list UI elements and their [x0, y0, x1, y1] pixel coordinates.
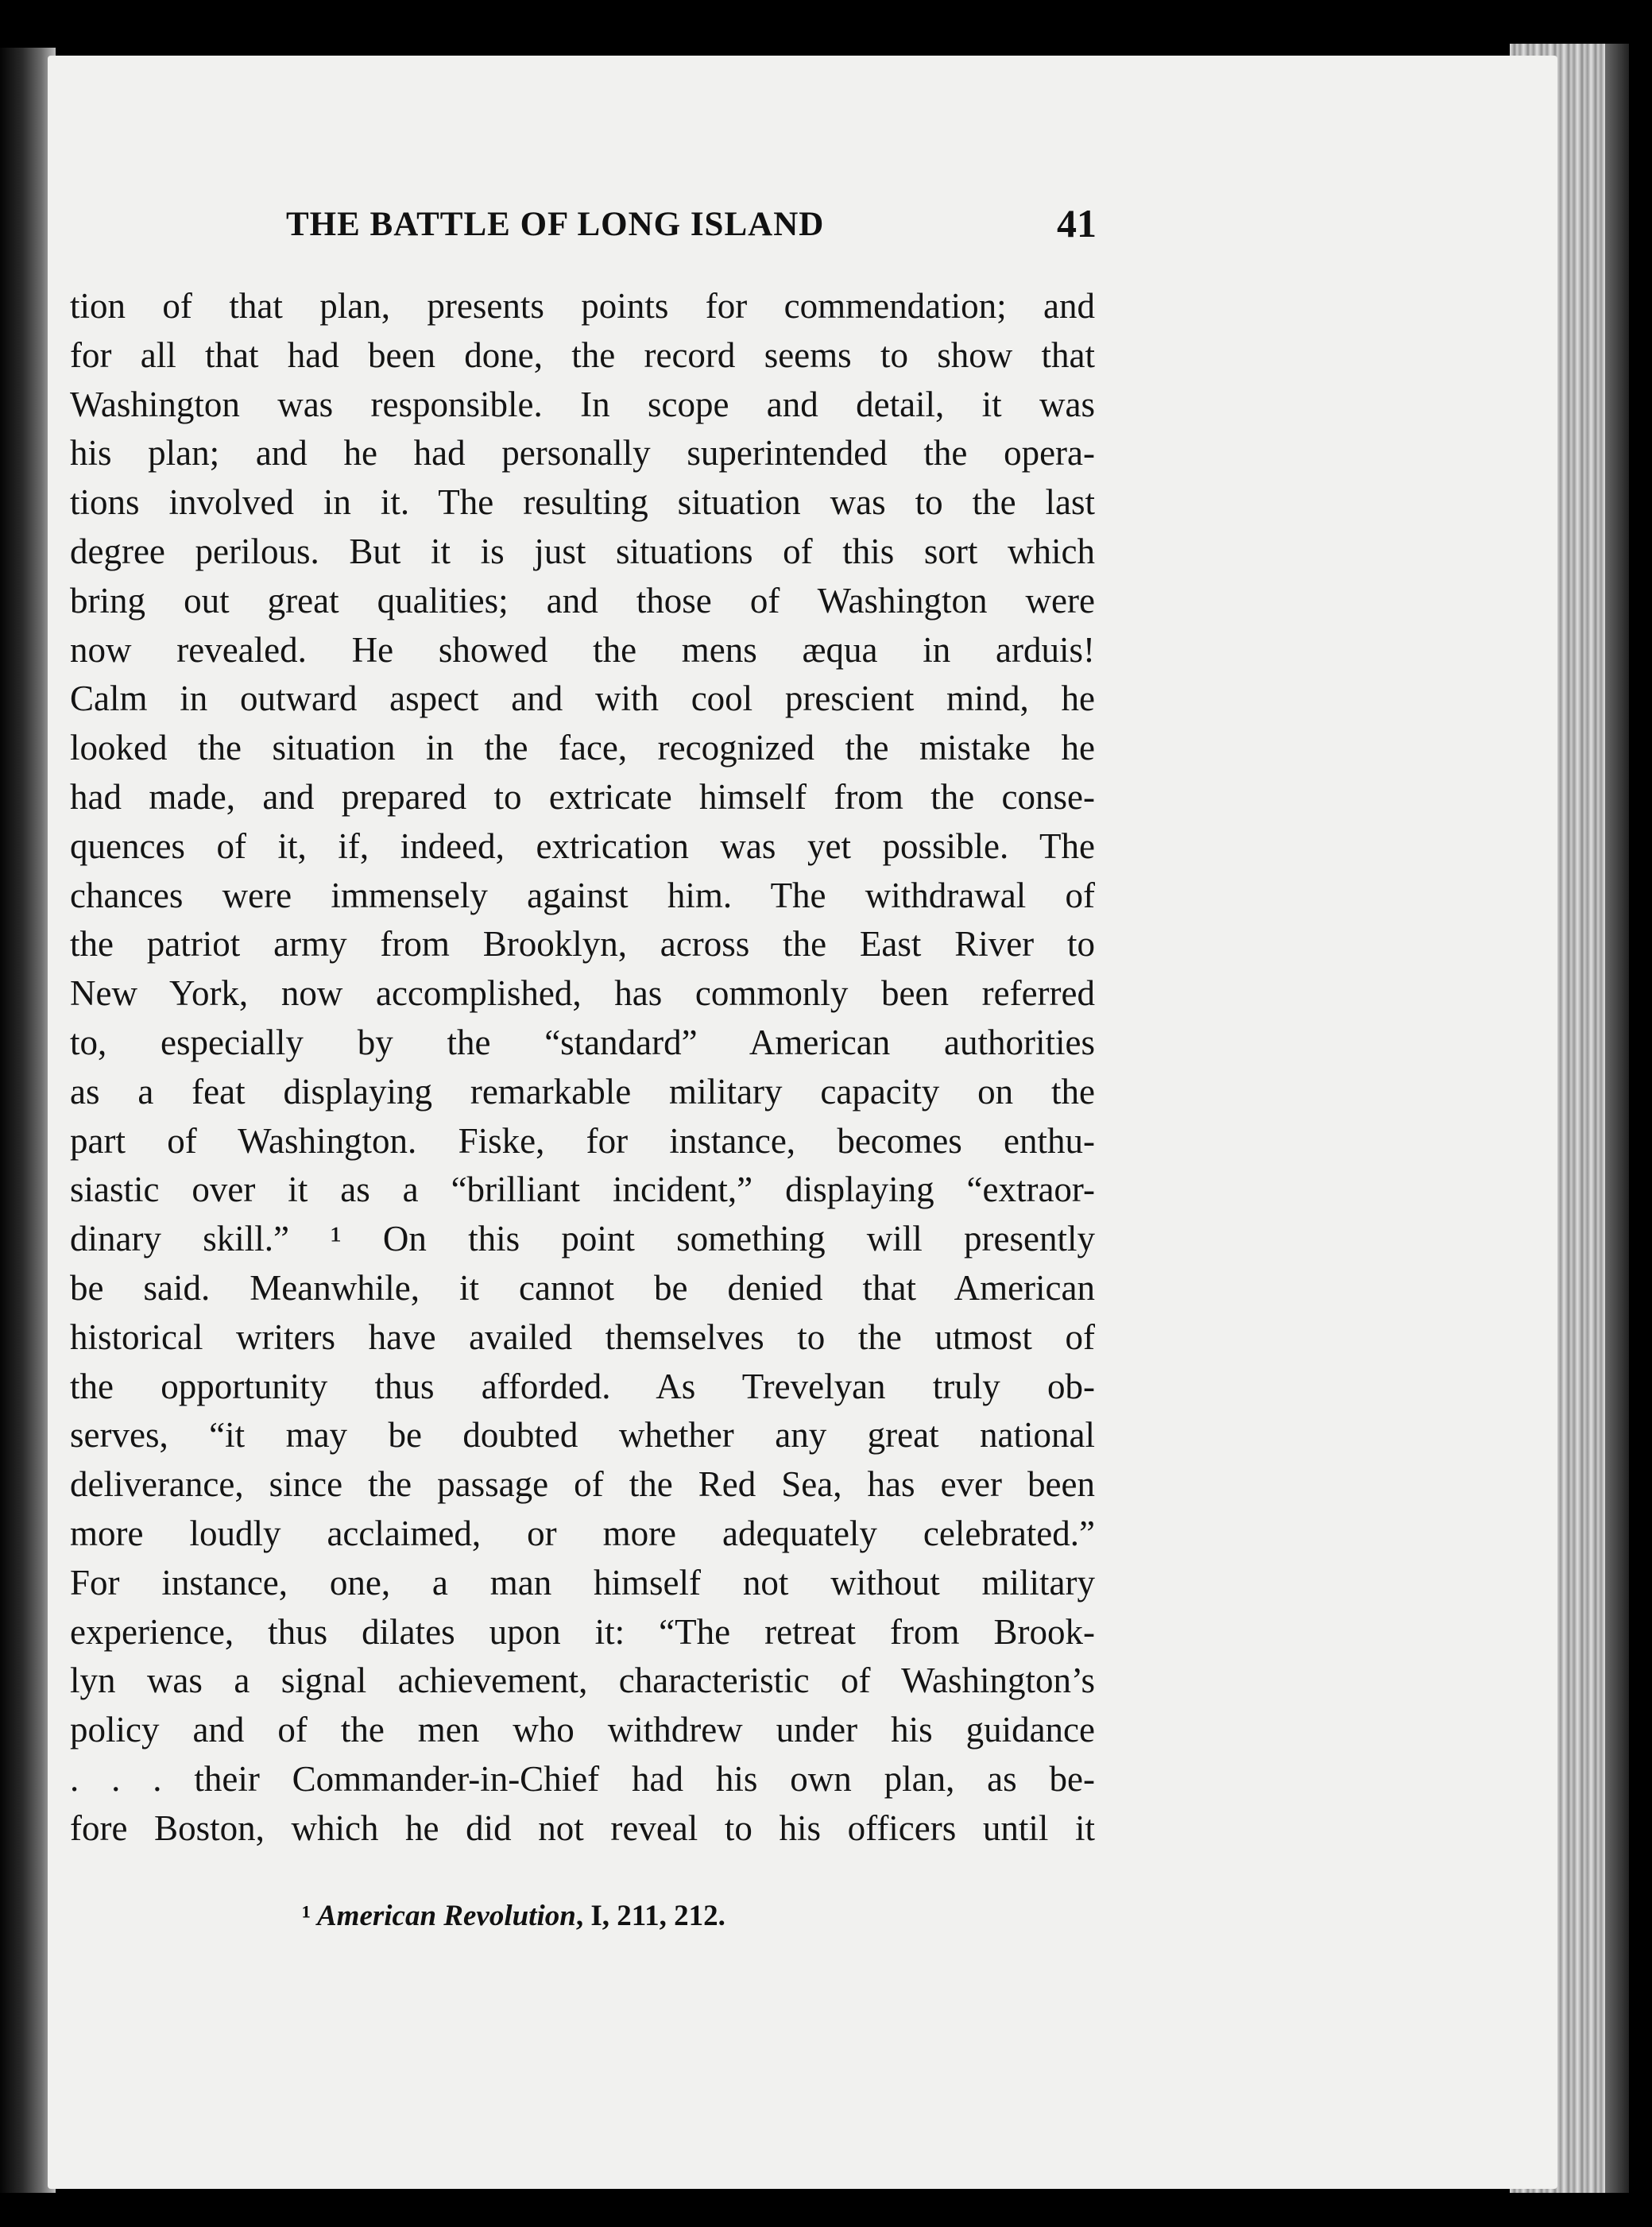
page-edges-shadow: [1605, 44, 1629, 2193]
text-line: serves, “it may be doubted whether any great national: [70, 1415, 1095, 1456]
text-line: policy and of the men who withdrew under his guidance: [70, 1710, 1095, 1750]
running-head: THE BATTLE OF LONG ISLAND: [286, 206, 825, 243]
text-line: for all that had been done, the record seems to show that: [70, 334, 1095, 375]
text-line: historical writers have availed themselves to the utmost of: [70, 1316, 1095, 1357]
text-line: lyn was a signal achievement, characteristic of Washington’s: [70, 1661, 1095, 1701]
footnote: [302, 1899, 725, 1933]
text-line: New York, now accomplished, has commonly been referred: [70, 973, 1095, 1014]
text-line: fore Boston, which he did not reveal to his officers until it: [70, 1808, 1095, 1848]
footnote-title: American Revolution: [316, 1900, 576, 1932]
text-line: dinary skill.” ¹ On this point something will presently: [70, 1219, 1095, 1259]
text-line: part of Washington. Fiske, for instance, becomes enthu-: [70, 1120, 1095, 1161]
text-line: quences of it, if, indeed, extrication was yet possible. The: [70, 825, 1095, 866]
text-line: tions involved in it. The resulting situation was to the last: [70, 482, 1095, 523]
text-line: as a feat displaying remarkable military capacity on the: [70, 1071, 1095, 1112]
text-line: Calm in outward aspect and with cool prescient mind, he: [70, 679, 1095, 719]
footnote-citation: , I, 211, 212.: [575, 1900, 725, 1932]
text-line: the opportunity thus afforded. As Trevelyan truly ob-: [70, 1366, 1095, 1406]
text-line: now revealed. He showed the mens æqua in arduis!: [70, 629, 1095, 670]
text-line: the patriot army from Brooklyn, across the East River to: [70, 924, 1095, 965]
footnote-marker: ¹: [302, 1900, 311, 1932]
text-line: bring out great qualities; and those of Washington were: [70, 580, 1095, 621]
text-line: to, especially by the “standard” American authorities: [70, 1022, 1095, 1062]
text-line: degree perilous. But it is just situations of this sort which: [70, 531, 1095, 571]
text-line: experience, thus dilates upon it: “The retreat from Brook-: [70, 1611, 1095, 1652]
text-line: more loudly acclaimed, or more adequately celebrated.”: [70, 1513, 1095, 1553]
text-line: chances were immensely against him. The withdrawal of: [70, 875, 1095, 915]
text-line: tion of that plan, presents points for commendation; and: [70, 286, 1095, 326]
text-line: his plan; and he had personally superintended the opera-: [70, 433, 1095, 474]
page-number: 41: [1057, 201, 1097, 246]
text-line: looked the situation in the face, recognized the mistake he: [70, 728, 1095, 768]
text-line: siastic over it as a “brilliant incident,” displaying “extraor-: [70, 1170, 1095, 1210]
text-line: deliverance, since the passage of the Red Sea, has ever been: [70, 1464, 1095, 1505]
text-line: be said. Meanwhile, it cannot be denied that American: [70, 1267, 1095, 1308]
text-line: Washington was responsible. In scope and detail, it was: [70, 384, 1095, 424]
text-line: For instance, one, a man himself not without military: [70, 1562, 1095, 1603]
text-line: had made, and prepared to extricate himself from the conse-: [70, 776, 1095, 817]
body-text: [70, 282, 1095, 1854]
text-line: . . . their Commander-in-Chief had his own plan, as be-: [70, 1758, 1095, 1799]
